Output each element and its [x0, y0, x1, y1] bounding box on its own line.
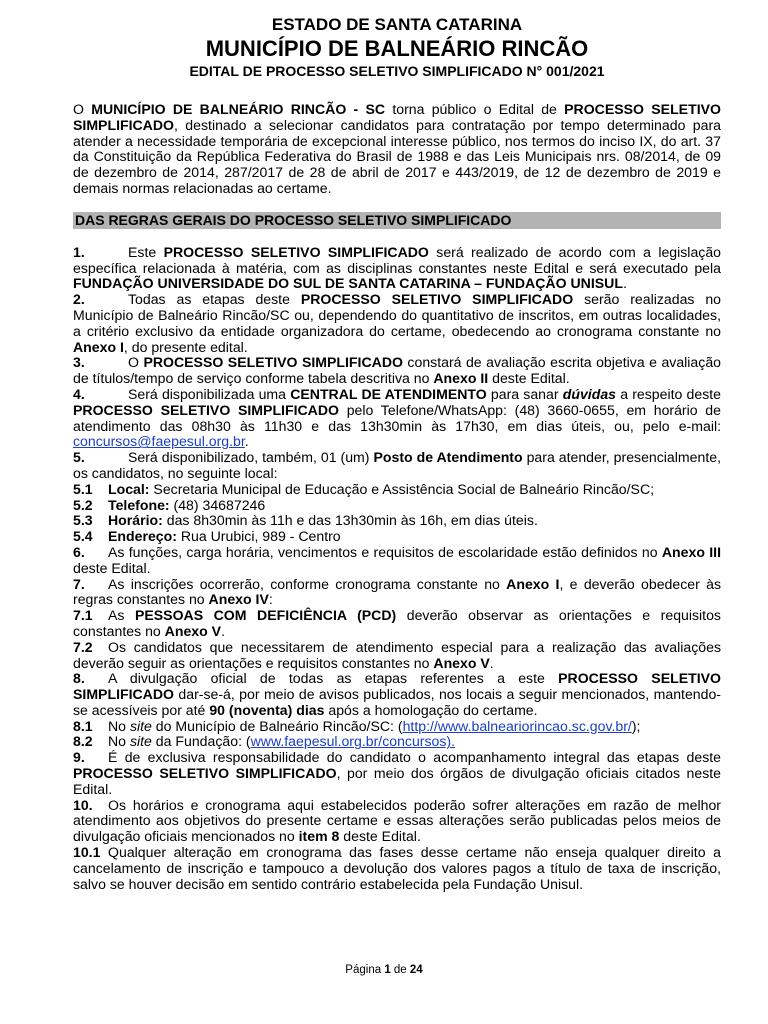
- item-10: 10. Os horários e cronograma aqui estabelecidos poderão sofrer alterações em razão de melhor atendimento aos objetivos do presente certame e essas alterações serão publicadas pelos meios de divulgação oficiais mencionados no item 8 deste Edital.: [73, 796, 721, 845]
- item-5-1: 5.1 Local: Secretaria Municipal de Educação e Assistência Social de Balneário Rincão/SC;: [73, 480, 655, 497]
- item-2: 2. Todas as etapas deste PROCESSO SELETIVO SIMPLIFICADO serão realizadas no Município de Balneário Rincão/SC ou, dependendo do quantitativo de inscritos, em outras localidades, a critério exclusivo da entidade organizadora do certame, obedecendo ao cronograma constante no Anexo I, do presente edital.: [73, 291, 722, 355]
- document-page: [73, 14, 721, 892]
- item-5-3: 5.3 Horário: das 8h30min às 11h e das 13h30min às 16h, em dias úteis.: [73, 512, 538, 529]
- item-5-4: 5.4 Endereço: Rua Urubici, 989 - Centro: [73, 528, 341, 545]
- item-10-1: 10.1 Qualquer alteração em cronograma das fases desse certame não enseja qualquer direito a cancelamento de inscrição e tampouco a devolução dos valores pagos a título de taxa de inscrição, salvo se houver decisão em sentido contrário estabelecida pela Fundação Unisul.: [73, 844, 721, 892]
- item-6: 6. As funções, carga horária, vencimentos e requisitos de escolaridade estão definidos no Anexo III deste Edital.: [73, 543, 721, 576]
- item-8-2: 8.2 No site da Fundação: (www.faepesul.org.br/concursos).: [73, 733, 456, 750]
- item-1: 1. Este PROCESSO SELETIVO SIMPLIFICADO será realizado de acordo com a legislação específica relacionada à matéria, com as disciplinas constantes neste Edital e será executado pela FUNDAÇÃO UNIVERSIDADE DO SUL DE SANTA CATARINA – FUNDAÇÃO UNISUL.: [73, 243, 721, 292]
- item-8-1: 8.1 No site do Município de Balneário Rincão/SC: (http://www.balneariorincao.sc.gov.br/);: [73, 717, 641, 734]
- email-link[interactable]: concursos@faepesul.org.br: [73, 433, 245, 450]
- item-5-2: 5.2 Telefone: (48) 34687246: [73, 496, 266, 513]
- section-title: DAS REGRAS GERAIS DO PROCESSO SELETIVO SIMPLIFICADO: [73, 212, 721, 229]
- header-state: ESTADO DE SANTA CATARINA: [271, 15, 523, 34]
- item-8: 8. A divulgação oficial de todas as etapas referentes a este PROCESSO SELETIVO SIMPLIFICADO dar-se-á, por meio de avisos publicados, nos locais a seguir mencionados, mantendo-se acessíveis por até 90 (noventa) dias após a homologação do certame.: [73, 670, 721, 718]
- page-footer: Página 1 de 24: [345, 964, 423, 976]
- rules-list: [73, 245, 721, 893]
- foundation-site-link[interactable]: www.faepesul.org.br/concursos).: [250, 733, 456, 750]
- header-municipality: MUNICÍPIO DE BALNEÁRIO RINCÃO: [205, 36, 589, 61]
- municipality-site-link[interactable]: http://www.balneariorincao.sc.gov.br/: [402, 717, 632, 734]
- intro-paragraph: O MUNICÍPIO DE BALNEÁRIO RINCÃO - SC torna público o Edital de PROCESSO SELETIVO SIMPLIFICADO, destinado a selecionar candidatos para contratação por tempo determinado para atender a necessidade temporária de excepcional interesse público, nos termos do inciso IX, do art. 37 da Constituição da República Federativa do Brasil de 1988 e das Leis Municipais nrs. 08/2014, de 09 de dezembro de 2014, 287/2017 de 28 de abril de 2017 e 443/2019, de 12 de dezembro de 2019 e demais normas relacionadas ao certame.: [73, 101, 721, 196]
- item-4: 4. Será disponibilizada uma CENTRAL DE ATENDIMENTO para sanar dúvidas a respeito deste PROCESSO SELETIVO SIMPLIFICADO pelo Telefone/WhatsApp: (48) 3660-0655, em horário de atendimento das 08h30 às 11h30 e das 13h30min às 17h30, em dias úteis, ou, pelo e-mail: concursos@faepesul.org.br.: [73, 385, 722, 450]
- header-edict-title: EDITAL DE PROCESSO SELETIVO SIMPLIFICADO N° 001/2021: [189, 63, 605, 79]
- item-7-1: 7.1 As PESSOAS COM DEFICIÊNCIA (PCD) deverão observar as orientações e requisitos constantes no Anexo V.: [73, 607, 721, 639]
- item-3: 3. O PROCESSO SELETIVO SIMPLIFICADO constará de avaliação escrita objetiva e avaliação de títulos/tempo de serviço conforme tabela descritiva no Anexo II deste Edital.: [73, 354, 721, 387]
- item-9: 9. É de exclusiva responsabilidade do candidato o acompanhamento integral das etapas deste PROCESSO SELETIVO SIMPLIFICADO, por meio dos órgãos de divulgação oficiais citados neste Edital.: [73, 749, 722, 797]
- item-7: 7. As inscrições ocorrerão, conforme cronograma constante no Anexo I, e deverão obedecer às regras constantes no Anexo IV:: [73, 575, 721, 608]
- item-5: 5. Será disponibilizado, também, 01 (um) Posto de Atendimento para atender, presencialmente, os candidatos, no seguinte local:: [73, 449, 721, 481]
- item-7-2: 7.2 Os candidatos que necessitarem de atendimento especial para a realização das avaliações deverão seguir as orientações e requisitos constantes no Anexo V.: [73, 638, 721, 671]
